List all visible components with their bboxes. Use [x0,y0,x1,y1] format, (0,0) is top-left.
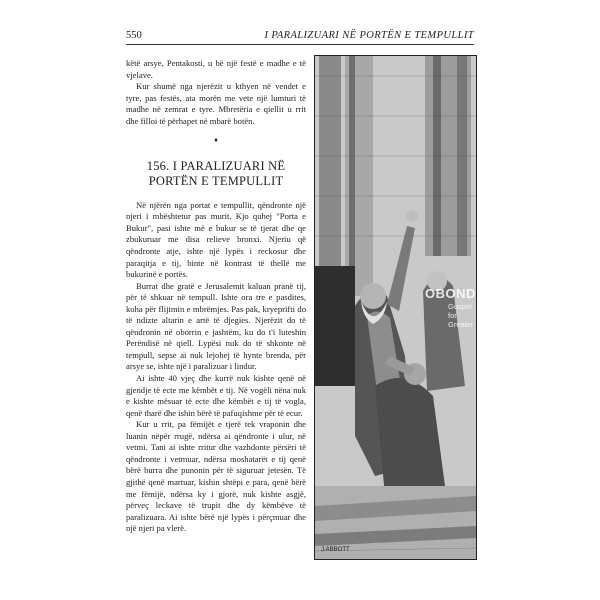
paragraph: Në njërën nga portat e tempullit, qëndronte një njeri i mbështetur pas murit. Kjo quhej "Porta e Bukur", pasi ishte më e bukur se të tjerat dhe qe zbukuruar me disa relieve bronxi. Njeriu që qëndronte atje, ishte një lypës i reckosur dhe paraqitja e tij, binte në kontrast të thellë me bukurinë e portës. [126,199,306,280]
chapter-heading-line2: PORTËN E TEMPULLIT [148,174,284,189]
chapter-heading-line1: 156. I PARALIZUARI NË [146,158,286,173]
chapter-heading [126,159,306,190]
paragraph: Burrat dhe gratë e Jerusalemit kaluan pranë tij, për të shkuar në tempull. Ishte ora tre e pasdites, koha për flijimin e mbrëmjes. Pas pak, kryeprifti do të ndizte altarin e artë të djegies. Njerëzit do të qëndronin në oborrin e jashtëm, ku do t'i luteshin Perëndisë në qiell. Lypësi nuk do të shkonte në tempull, sepse ai nuk lejohej të hynte brenda, për arsye se, ishte një i paralizuar i lindur. [126,280,306,372]
paragraph: Kur u rrit, pa fëmijët e tjerë tek vraponin dhe luanin nëpër rrugë, ndërsa ai qëndronte i ulur, në vetmi. Tani ai ishte rritur dhe vazhdonte përsëri të qëndronte i vetmuar, ndërsa moshatarët e tij qenë bërë burra dhe punonin për të siguruar jetesën. Të gjithë qenë martuar, kishin shtëpi e para, qenë bërë me fëmijë, ndërsa ky i gjorë, nuk kishte asgjë, përveç leckave të trupit dhe dy këmbëve të paralizuara. Ai ishte bërë një lypës i përçmuar dhe një njeri pa vlerë. [126,419,306,534]
engraving-illustration [314,55,477,560]
running-title: I PARALIZUARI NË PORTËN E TEMPULLIT [264,30,474,41]
text-column [126,58,306,535]
section-ornament: ♦ [214,136,218,145]
paragraph: këtë arsye, Pentakosti, u bë një festë e madhe e të vjelave. [126,58,306,80]
paragraph: Kur shumë nga njerëzit u kthyen në vendet e tyre, pas festës, ata morën me vete një lumturi të madhe në zemrat e tyre. Mbretëria e qiellit u rrit dhe filloi të përhapet në mbarë botën. [126,81,306,126]
header-rule [126,44,474,45]
page-number: 550 [126,30,142,41]
artist-signature: J.ABBOTT [321,547,350,553]
watermark-subtitle: Gospel for Greater [448,302,474,329]
paragraph: Ai ishte 40 vjeç dhe kurrë nuk kishte qenë në gjendje të ecte me këmbët e tij. Në vogëli nëna nuk e kishte mësuar të ecte dhe këmbët e tij të vogla, qenë tharë dhe ishin bërë të pafuqishme për të ecur. [126,373,306,418]
running-header [126,30,474,44]
watermark-logo: OBOND [425,286,476,301]
